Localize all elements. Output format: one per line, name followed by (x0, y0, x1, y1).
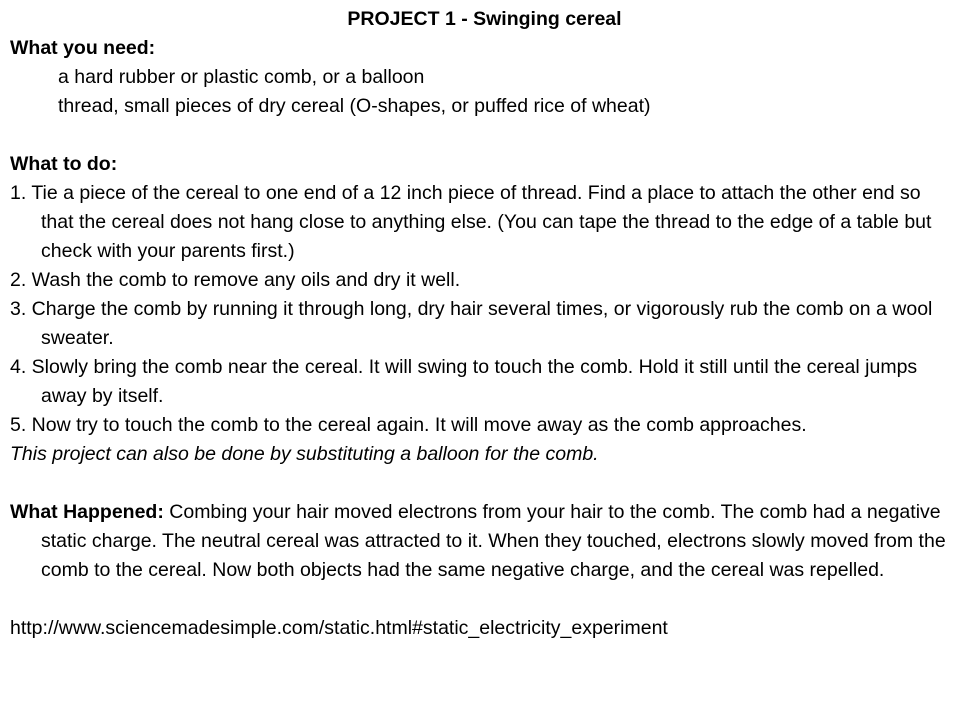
need-item: thread, small pieces of dry cereal (O-shapes, or puffed rice of wheat) (58, 95, 651, 117)
step-1: 1. Tie a piece of the cereal to one end of a 12 inch piece of thread. Find a place to attach the other end so that the cereal does not hang close to anything else. (You can tape the thread to the edge of a table but check with your parents first.) (10, 182, 932, 262)
balloon-note: This project can also be done by substituting a balloon for the comb. (10, 443, 599, 465)
document-page (10, 5, 955, 643)
what-to-do-heading: What to do: (10, 153, 118, 175)
step-5: 5. Now try to touch the comb to the cereal again. It will move away as the comb approaches. (10, 414, 807, 436)
spacer (10, 469, 955, 498)
need-item: a hard rubber or plastic comb, or a balloon (58, 66, 425, 88)
step-3: 3. Charge the comb by running it through long, dry hair several times, or vigorously rub the comb on a wool sweater. (10, 298, 933, 349)
what-happened-paragraph (10, 498, 955, 585)
source-url[interactable]: http://www.sciencemadesimple.com/static.html#static_electricity_experiment (10, 617, 668, 639)
what-you-need-heading: What you need: (10, 37, 156, 59)
step-2: 2. Wash the comb to remove any oils and dry it well. (10, 269, 461, 291)
spacer (10, 121, 955, 150)
spacer (10, 585, 955, 614)
page-title: PROJECT 1 - Swinging cereal (347, 8, 622, 30)
what-happened-label: What Happened: (10, 501, 164, 523)
what-happened-text: Combing your hair moved electrons from your hair to the comb. The comb had a negative static charge. The neutral cereal was attracted to it. When they touched, electrons slowly moved from the comb to the cereal. Now both objects had the same negative charge, and the cereal was repelled. (41, 501, 946, 581)
step-4: 4. Slowly bring the comb near the cereal. It will swing to touch the comb. Hold it still until the cereal jumps away by itself. (10, 356, 918, 407)
